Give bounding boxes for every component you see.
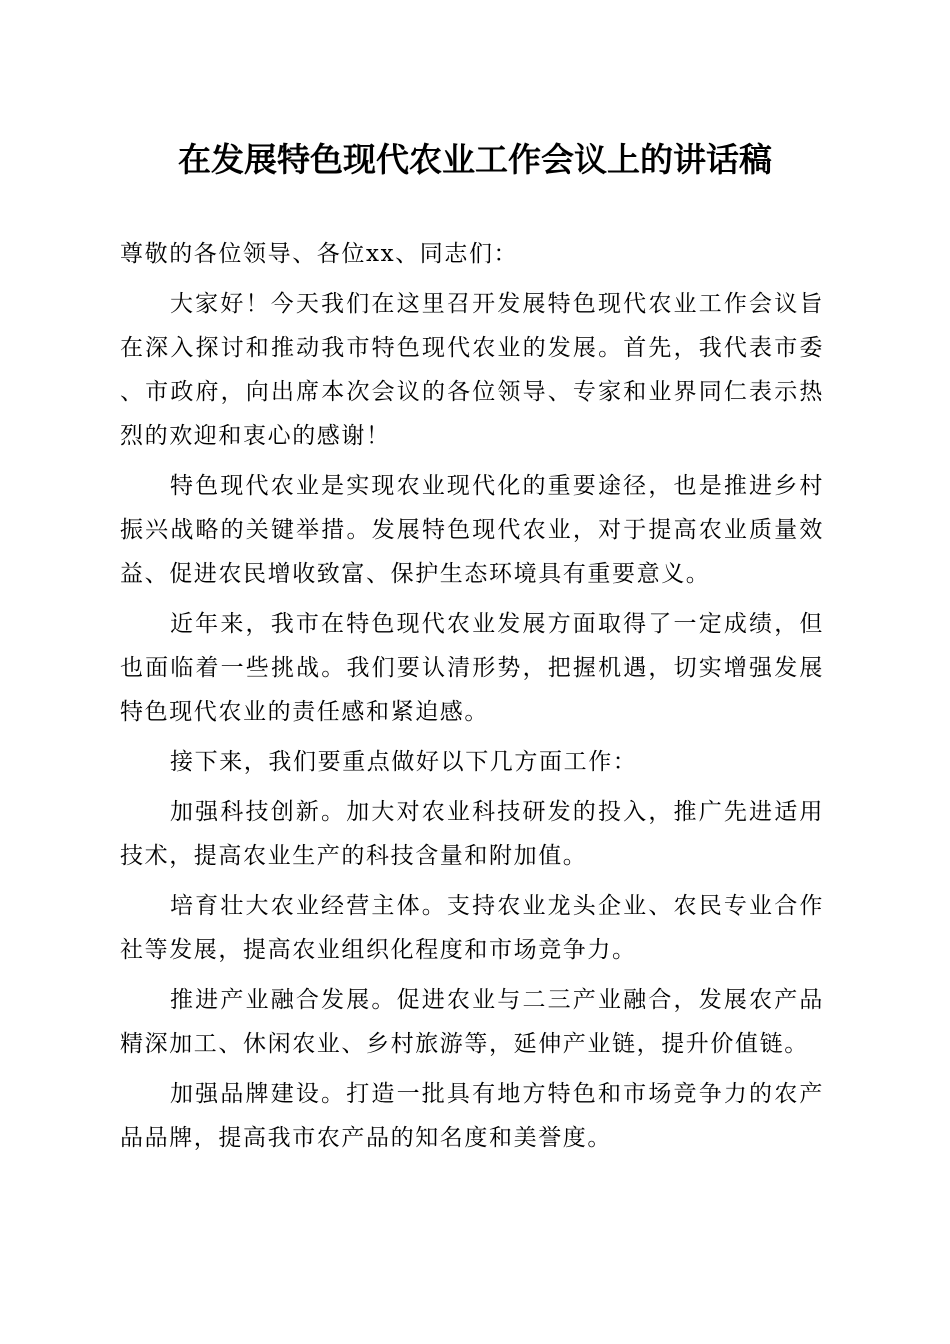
paragraph-tech-innovation: 加强科技创新。加大对农业科技研发的投入，推广先进适用技术，提高农业生产的科技含量和附加值。 (120, 799, 824, 869)
paragraph-industry-integration: 推进产业融合发展。促进农业与二三产业融合，发展农产品精深加工、休闲农业、乡村旅游等，延伸产业链，提升价值链。 (120, 987, 824, 1057)
paragraph-situation: 近年来，我市在特色现代农业发展方面取得了一定成绩，但也面临着一些挑战。我们要认清形势，把握机遇，切实增强发展特色现代农业的责任感和紧迫感。 (120, 611, 824, 725)
salutation: 尊敬的各位领导、各位xx、同志们： (120, 241, 519, 267)
paragraph-welcome: 大家好！今天我们在这里召开发展特色现代农业工作会议旨在深入探讨和推动我市特色现代农业的发展。首先，我代表市委、市政府，向出席本次会议的各位领导、专家和业界同仁表示热烈的欢迎和衷心的感谢！ (120, 291, 824, 449)
paragraph-branding: 加强品牌建设。打造一批具有地方特色和市场竞争力的农产品品牌，提高我市农产品的知名度和美誉度。 (120, 1081, 824, 1151)
document-body (120, 232, 824, 1166)
paragraph-significance: 特色现代农业是实现农业现代化的重要途径，也是推进乡村振兴战略的关键举措。发展特色现代农业，对于提高农业质量效益、促进农民增收致富、保护生态环境具有重要意义。 (120, 473, 824, 587)
paragraph-business-entities: 培育壮大农业经营主体。支持农业龙头企业、农民专业合作社等发展，提高农业组织化程度和市场竞争力。 (120, 893, 824, 963)
document-title: 在发展特色现代农业工作会议上的讲话稿 (178, 140, 772, 179)
paragraph-tasks-intro: 接下来，我们要重点做好以下几方面工作： (170, 749, 638, 775)
